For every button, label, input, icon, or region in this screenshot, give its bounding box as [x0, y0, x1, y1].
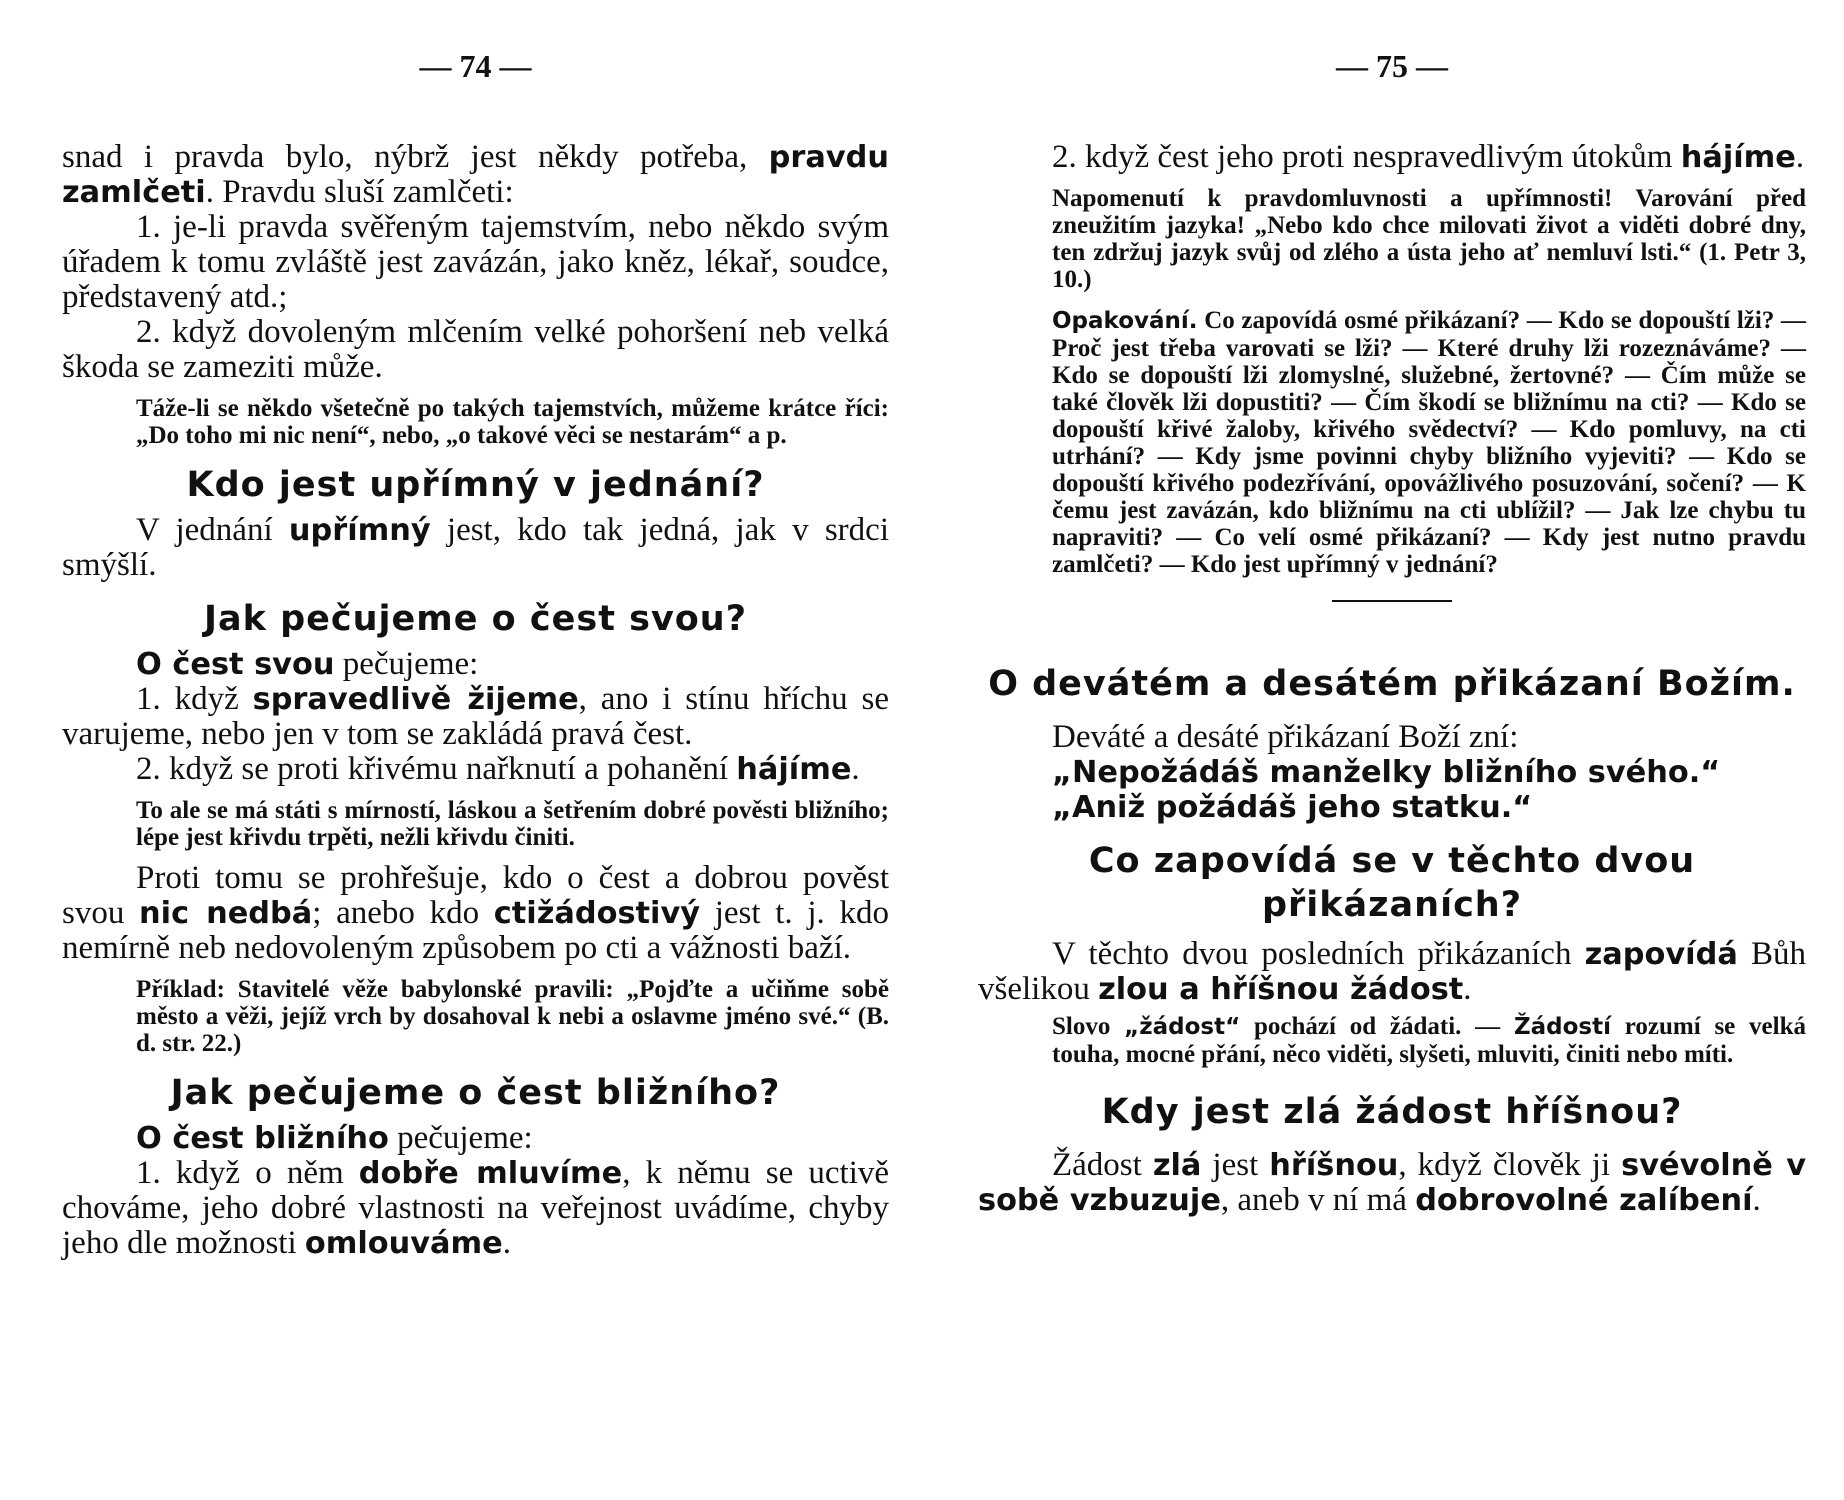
note-desire [978, 1013, 1806, 1068]
text-run: Co zapovídá osmé přikázaní? — Kdo se dopouští lži? — Proč jest třeba varovati se lži? — Které druhy lži rozeznáváme? — Kdo se dopouští lži zlomyslné, služebné, žertovné? — Čím může se také člověk lži dopustiti? — Čím škodí se bližnímu na cti? — Kdo se dopouští křivé žaloby, křivého svědectví? — Kdo pomluvy, na cti utrhání? — Kdy jsme povinni chyby bližního vyjeviti? — Kdo se dopouští křivého podezřívání, opovážlivého posuzování, sočení? — K čemu jest zavázán, kdo bližnímu na cti ublížil? — Jak lze chybu tu napraviti? — Co velí osmé přikázaní? — Kdy jest nutno pravdu zamlčeti? — Kdo jest upřímný v jednání? [1052, 307, 1806, 578]
text-run: V těchto dvou posledních přikázaních [1052, 936, 1585, 972]
bold-run: nic nedbá [139, 896, 313, 931]
bold-run: spravedlivě žijeme [252, 682, 579, 717]
text-run: Proti tomu se prohřešuje, kdo o čest a dobrou pověst svou [62, 860, 889, 931]
bold-run: upřímný [288, 513, 431, 548]
paragraph-sincere [62, 513, 889, 583]
left-page-content [62, 140, 889, 1261]
text-run: . [502, 1225, 512, 1261]
bold-run: dobrovolné zalíbení [1415, 1183, 1753, 1218]
page-number-74: — 74 — [419, 48, 532, 84]
bold-run: omlouváme [304, 1226, 503, 1261]
quote-tenth [978, 790, 1806, 825]
text-run: . [1463, 971, 1472, 1007]
text-run: , k němu se uctivě chováme, jeho dobré vlastnosti na veřejnost uvádíme, chyby jeho dle možnosti [62, 1155, 890, 1261]
list-item-defend [62, 752, 889, 787]
list-item-1: 1. je-li pravda svěřeným tajemstvím, nebo někdo svým úřadem k tomu zvláště jest zavázán, jako kněz, lékař, soudce, představený atd.; [62, 209, 889, 315]
text-run: jest, kdo tak jedná, jak v srdci smýšlí. [62, 512, 889, 583]
note-mildness: To ale se má státi s mírností, láskou a šetřením dobré pověsti bližního; lépe jest křivdu trpěti, nežli křivdu činiti. [136, 797, 889, 851]
text-run: , ano i stínu hříchu se varujeme, nebo jen v tom se zakládá pravá čest. [62, 681, 889, 752]
paragraph-sinful-desire [978, 1148, 1806, 1218]
bold-run: „Aniž požádáš jeho statku.“ [1052, 790, 1533, 825]
bold-run: zlá [1152, 1148, 1202, 1183]
bold-run: dobře mluvíme [358, 1156, 623, 1191]
text-run: rozumí se velká touha, mocné přání, něco viděti, slyšeti, mluviti, činiti nebo míti. [1052, 1013, 1806, 1068]
text-run: 2. když se proti křivému nařknutí a pohanění [136, 751, 737, 787]
left-page [62, 0, 889, 1500]
bold-run: O čest bližního [136, 1121, 389, 1156]
recap-questions [978, 307, 1806, 578]
bold-run: hříšnou [1269, 1148, 1399, 1183]
text-run: Žádost [1052, 1147, 1153, 1183]
text-run: 1. když o něm [136, 1155, 359, 1191]
paragraph-sins-against [62, 861, 889, 966]
page-number-75: — 75 — [1336, 48, 1448, 84]
bold-run: zlou a hříšnou žádost [1098, 972, 1464, 1007]
bold-run: svévolně v sobě vzbuzuje [978, 1148, 1806, 1218]
quote-ninth [978, 755, 1806, 790]
heading-forbidden: Co zapovídá se v těchto dvou přikázaních? [1088, 841, 1696, 925]
text-run: . Pravdu sluší zamlčeti: [205, 174, 514, 210]
text-run: pečujeme: [334, 646, 479, 682]
bold-run: zapovídá [1584, 937, 1738, 972]
text-run: jest t. j. kdo nemírně neb nedovoleným způsobem po cti a vážnosti baží. [62, 895, 889, 966]
bold-run: pravdu zamlčeti [62, 140, 889, 210]
bold-run: ctižádostivý [493, 896, 701, 931]
recap-label: Opakování. [1052, 308, 1198, 334]
heading-sincere: Kdo jest upřímný v jednání? [186, 465, 765, 505]
heading-neighbor-honor: Jak pečujeme o čest bližního? [170, 1073, 781, 1113]
bold-run: Žádostí [1513, 1014, 1611, 1040]
list-item-defend-neighbor [978, 140, 1806, 175]
text-run: Bůh všelikou [978, 936, 1806, 1007]
right-page [978, 0, 1806, 1500]
paragraph-forbidden [978, 937, 1806, 1007]
heading-sinful-desire: Kdy jest zlá žádost hříšnou? [1101, 1092, 1683, 1132]
heading-own-honor: Jak pečujeme o čest svou? [203, 599, 748, 639]
list-item-2: 2. když dovoleným mlčením velké pohoršení neb velká škoda se zameziti může. [62, 314, 889, 385]
text-run: V jednání [136, 512, 289, 548]
text-run: , když člověk ji [1398, 1147, 1622, 1183]
note-secrets: Táže-li se někdo všetečně po takých tajemstvích, můžeme krátce říci: „Do toho mi nic není“, nebo, „o takové věci se nestarám“ a p. [136, 395, 889, 449]
note-babel-example: Příklad: Stavitelé věže babylonské pravili: „Pojďte a učiňme sobě město a věži, jejíž vrch by dosahoval k nebi a oslavme jméno své.“ (B. d. str. 22.) [136, 976, 889, 1057]
text-run: Slovo [1052, 1013, 1125, 1040]
list-item-speak-well [62, 1156, 889, 1261]
right-page-content [978, 140, 1806, 1218]
paragraph-intro [62, 140, 889, 210]
list-item-just-life [62, 682, 889, 752]
text-run: jest [1201, 1147, 1270, 1183]
paragraph-neighbor-honor [62, 1121, 889, 1156]
paragraph-commandments: Deváté a desáté přikázaní Boží zní: [1052, 719, 1519, 755]
bold-run: hájíme [736, 752, 852, 787]
text-run: . [1795, 139, 1805, 175]
text-run: ; anebo kdo [312, 895, 494, 931]
text-run: . [1752, 1182, 1761, 1218]
note-truthfulness: Napomenutí k pravdomluvnosti a upřímnosti! Varování před zneužitím jazyka! „Nebo kdo chce milovati život a viděti dobré dny, ten zdržuj jazyk svůj od zlého a ústa jeho ať nemluví lsti.“ (1. Petr 3, 10.) [1052, 185, 1806, 293]
text-run: pochází od žádati. — [1240, 1013, 1514, 1040]
text-run: 1. když [136, 681, 253, 717]
text-run: pečujeme: [388, 1120, 533, 1156]
section-title: O devátém a desátém přikázaní Božím. [988, 664, 1796, 704]
text-run: . [851, 751, 860, 787]
bold-run: O čest svou [136, 647, 335, 682]
paragraph-own-honor [62, 647, 889, 682]
bold-run: hájíme [1680, 140, 1796, 175]
text-run: , aneb v ní má [1220, 1182, 1416, 1218]
text-run: 2. když čest jeho proti nespravedlivým útokům [1052, 139, 1681, 175]
bold-run: „žádost“ [1124, 1014, 1241, 1040]
bold-run: „Nepožádáš manželky bližního svého.“ [1052, 755, 1721, 790]
text-run: snad i pravda bylo, nýbrž jest někdy potřeba, [62, 139, 769, 175]
